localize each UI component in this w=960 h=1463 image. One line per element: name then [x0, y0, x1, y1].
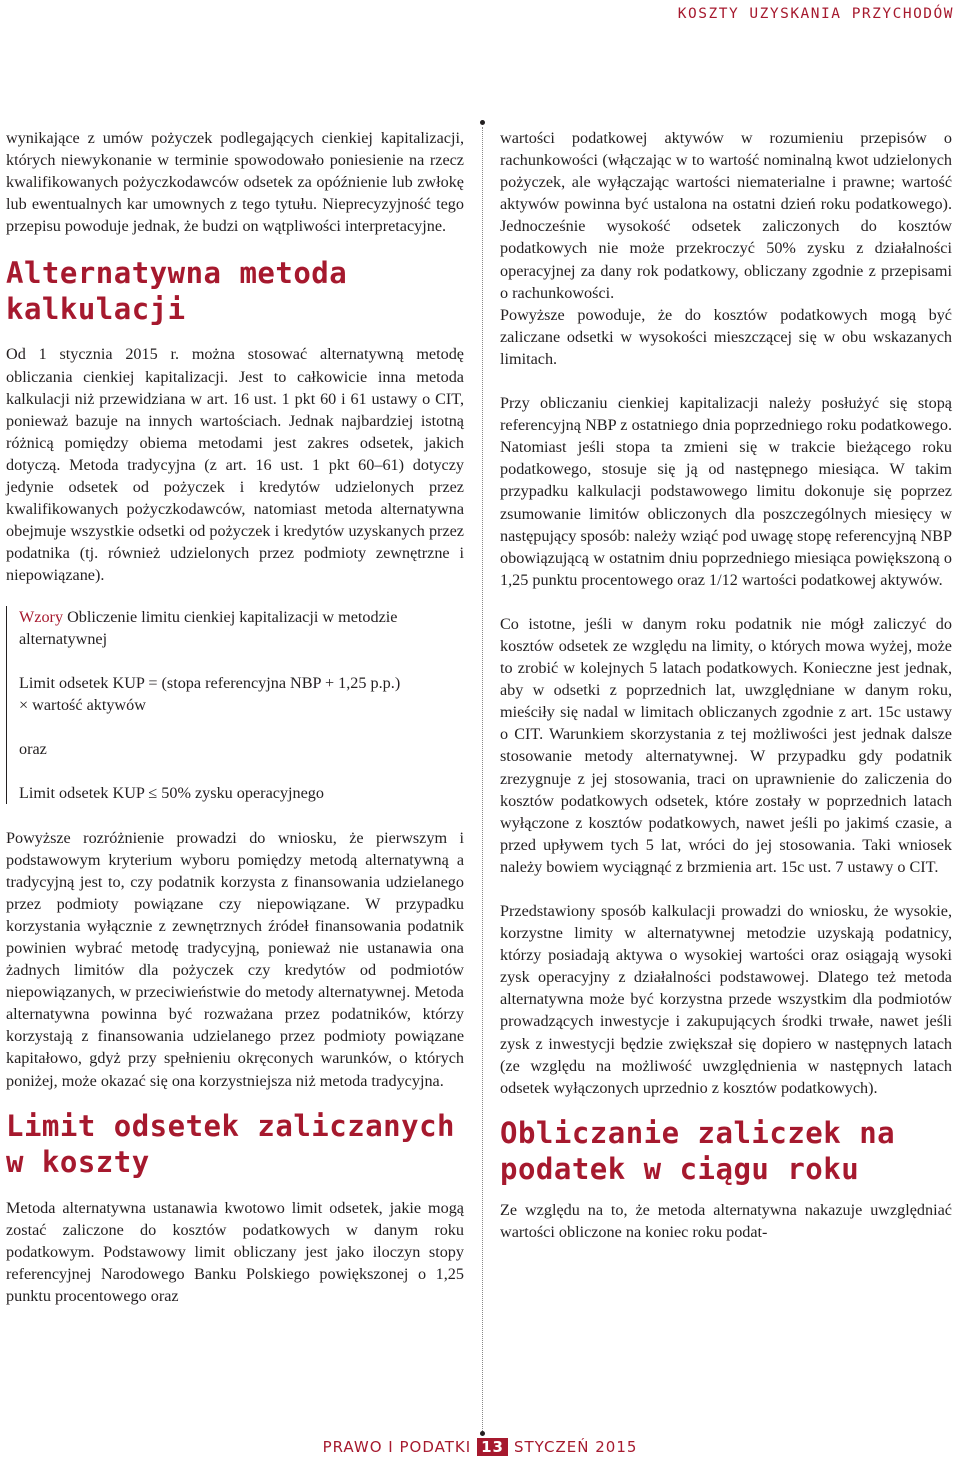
formula-line-1: Limit odsetek KUP = (stopa referencyjna NBP + 1,25 p.p.): [19, 673, 401, 692]
formula-title: [19, 606, 464, 650]
formula-connector: oraz: [19, 739, 47, 758]
column-divider-top-dot: [480, 120, 485, 125]
paragraph-limit: Metoda alternatywna ustanawia kwotowo limit odsetek, jakie mogą zostać zaliczone do kosztów podatkowych w danym roku podatkowym. Podstawowy limit obliczany jest jako iloczyn stopy referencyjnej Narodowego Banku Polskiego powiększonej o 1,25 punktu procentowego oraz: [6, 1198, 464, 1305]
paragraph-alternative-method: Od 1 stycznia 2015 r. można stosować alternatywną metodę obliczania cienkiej kapitalizacji. Jest to całkowicie inna metoda kalkulacji niż przewidziana w art. 16 ust. 1 pkt 60 i 61 ustawy o CIT, ponieważ bazuje na innych wartościach. Jednak najbardziej istotną różnicą pomiędzy obiema metodami jest zakres odsetek, jakich dotyczą. Metoda tradycyjna (z art. 16 ust. 1 pkt 60–61) dotyczy jedynie odsetek od pożyczek i kredytów udzielonych przez kwalifikowanych pożyczkodawców, natomiast metoda alternatywna obejmuje wszystkie odsetki od pożyczek i kredytów uzyskanych przez podatnika (tj. również udzielonych przez podmioty zewnętrzne i niepowiązane).: [6, 345, 464, 585]
formula-keyword: Wzory: [19, 607, 64, 626]
formula-box: [6, 606, 464, 804]
column-divider-bottom-dot: [480, 1431, 485, 1436]
paragraph-reference-rate: Przy obliczaniu cienkiej kapitalizacji należy posłużyć się stopą referencyjną NBP z ostatniego dnia poprzedniego roku podatkowego. Natomiast jeśli stopa ta zmieni się w trakcie bieżącego roku podatkowego, stosuje się ją od następnego miesiąca. W takim przypadku kalkulacji podstawowego limitu dokonuje się poprzez zsumowanie limitów obliczonych dla poszczególnych miesięcy w następujący sposób: należy wziąć pod uwagę stopę referencyjną NBP obowiązującą w ostatnim dniu poprzedniego miesiąca powiększoną o 1,25 punktu procentowego oraz 1/12 wartości podatkowej aktywów.: [500, 394, 952, 589]
formula-line-3: Limit odsetek KUP ≤ 50% zysku operacyjnego: [19, 783, 324, 802]
formula-title-text: Obliczenie limitu cienkiej kapitalizacji w metodzie alternatywnej: [19, 607, 398, 648]
column-divider: [482, 127, 483, 1433]
issue-date: STYCZEŃ 2015: [514, 1438, 638, 1456]
right-column: [500, 127, 952, 1243]
heading-interest-limit: Limit odsetek zaliczanych w koszty: [6, 1108, 455, 1179]
page-number: 13: [477, 1438, 508, 1456]
formula-line-2: × wartość aktywów: [19, 695, 146, 714]
heading-advance-payments: Obliczanie zaliczek na podatek w ciągu roku: [500, 1115, 896, 1186]
paragraph-advance-payments: Ze względu na to, że metoda alternatywna nakazuje uwzględniać wartości obliczone na koniec roku podat-: [500, 1200, 952, 1241]
left-column: [6, 127, 464, 1307]
page-footer: [0, 1438, 960, 1456]
paragraph-distinction: Powyższe rozróżnienie prowadzi do wniosku, że pierwszym i podstawowym kryterium wyboru pomiędzy metodą alternatywną a tradycyjną jest to, czy podatnik korzysta z finansowania udzielanego przez podmioty powiązane czy niepowiązane. W przypadku korzystania wyłącznie z zewnętrznych źródeł finansowania podatnik powinien wybrać metodę tradycyjną, ponieważ nie ustanawia ona żadnych limitów dla pożyczek czy kredytów od podmiotów niepowiązanych, w przeciwieństwie do metody alternatywnej. Metoda alternatywna powinna być rozważana przez podatników, którzy korzystają z finansowania udzielanego przez podmioty powiązane kapitałowo, gdyż przy spełnieniu okręconych warunków, o których poniżej, może okazać się ona korzystniejsza niż metoda tradycyjna.: [6, 828, 464, 1090]
paragraph-both-limits: Powyższe powoduje, że do kosztów podatkowych mogą być zaliczane odsetki w wysokości mieszczącej się w obu wskazanych limitach.: [500, 305, 952, 368]
magazine-name: PRAWO I PODATKI: [322, 1438, 472, 1456]
paragraph-conclusion: Przedstawiony sposób kalkulacji prowadzi do wniosku, że wysokie, korzystne limity w alternatywnej metodzie uzyskają podatnicy, którzy posiadają aktywa o wysokiej wartości oraz osiągają wysoki zysk operacyjny z działalności podstawowej. Dlatego też metoda alternatywna może być korzystna przede wszystkim dla podmiotów prowadzących inwestycje i zakupujących środki trwałe, nawet jeśli zysk z inwestycji będzie zwiększał się dopiero w następnych latach (ze względu na możliwość uwzględnienia w następnych latach odsetek wyłączonych uprzednio z kosztów podatkowych).: [500, 902, 952, 1097]
paragraph-carry-forward: Co istotne, jeśli w danym roku podatnik nie mógł zaliczyć do kosztów odsetek ze względu na limity, o których mowa wyżej, może to zrobić w kolejnych 5 latach podatkowych. Konieczne jest jednak, aby w odsetki z poprzednich lat, uwzględniane w danym roku, mieściły się nadal w limitach obliczanych zgodnie z art. 15c ustawy o CIT. Warunkiem skorzystania z tej możliwości jest jednak dalsze stosowanie metody alternatywnej. W przypadku gdy podatnik zrezygnuje z jej stosowania, traci on uprawnienie do zaliczenia do kosztów podatkowych odsetek, które zostały w poprzednich latach wyłączone z kosztów podatkowych, nawet jeśli po jakimś czasie, a przed upływem tych 5 lat, wróci do jej stosowania. Taki wniosek należy bowiem wyciągnąć z brzmienia art. 15c ust. 7 ustawy o CIT.: [500, 614, 952, 876]
heading-alternative-method: Alternatywna metoda kalkulacji: [6, 256, 348, 327]
section-header: KOSZTY UZYSKANIA PRZYCHODÓW: [677, 6, 954, 22]
paragraph-continuation: wynikające z umów pożyczek podlegających cienkiej kapitalizacji, których niewykonanie w terminie spowodowało poniesienie na rzecz kwalifikowanych pożyczkodawców odsetek za opóźnienie lub zwłokę lub ewentualnych kar umownych z tego tytułu. Nieprecyzyjność tego przepisu powoduje jednak, że budzi on wątpliwości interpretacyjne.: [6, 129, 464, 236]
paragraph-asset-value: wartości podatkowej aktywów w rozumieniu przepisów o rachunkowości (włączając w to wartość nominalną kwot udzielonych pożyczek, ale wyłączając wartości niematerialne i prawne; wartość aktywów powinna być ustalona na ostatni dzień roku podatkowego). Jednocześnie wysokość odsetek zaliczonych do kosztów podatkowych nie może przekroczyć 50% zysku z działalności operacyjnej za dany rok podatkowy, obliczany zgodnie z przepisami o rachunkowości.: [500, 129, 952, 302]
